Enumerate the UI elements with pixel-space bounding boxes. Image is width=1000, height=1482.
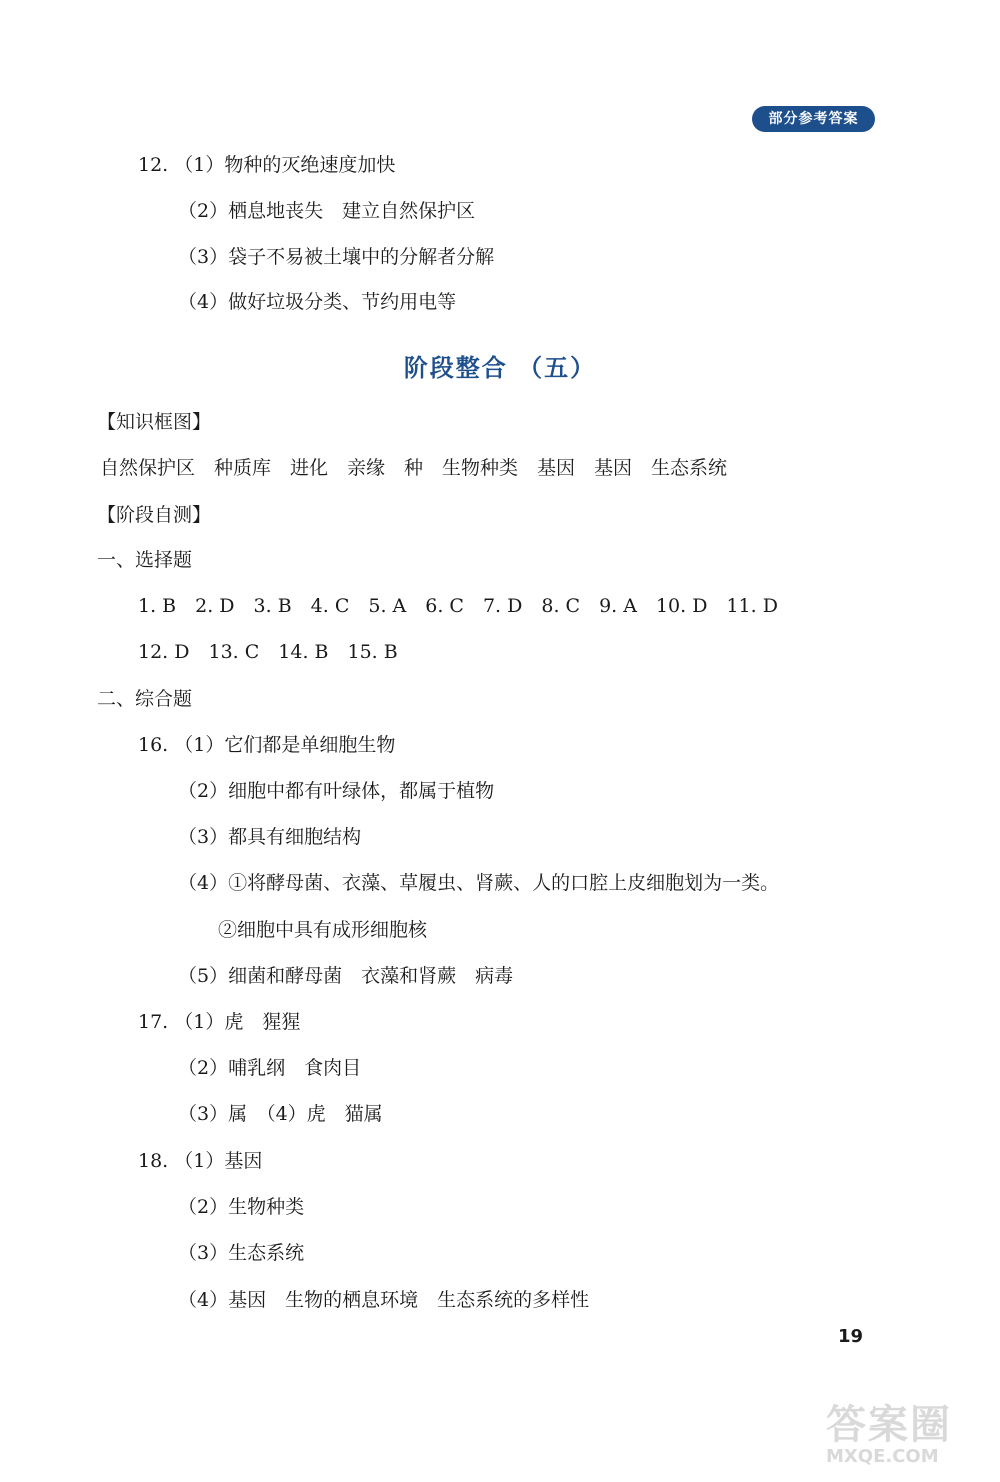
answer-18-3: （3）生态系统 <box>178 1242 305 1264</box>
section-badge: 部分参考答案 <box>752 106 875 132</box>
answer-18-1: 18. （1）基因 <box>138 1150 263 1172</box>
knowledge-frame-heading: 【知识框图】 <box>97 411 212 433</box>
page-number: 19 <box>838 1326 864 1347</box>
answer-16-2: （2）细胞中都有叶绿体，都属于植物 <box>178 780 495 802</box>
choice-answers-line2: 12. D 13. C 14. B 15. B <box>138 641 398 663</box>
choice-heading: 一、选择题 <box>97 549 193 571</box>
answer-12-4: （4）做好垃圾分类、节约用电等 <box>178 291 457 313</box>
section-title: 阶段整合 （五） <box>403 354 597 382</box>
answer-16-4a: （4）①将酵母菌、衣藻、草履虫、肾蕨、人的口腔上皮细胞划为一类。 <box>178 872 780 894</box>
answer-16-1: 16. （1）它们都是单细胞生物 <box>138 734 396 756</box>
answer-17-3: （3）属 （4）虎 猫属 <box>178 1103 383 1125</box>
knowledge-frame-answers: 自然保护区 种质库 进化 亲缘 种 生物种类 基因 基因 生态系统 <box>100 457 728 479</box>
answer-17-2: （2）哺乳纲 食肉目 <box>178 1057 362 1079</box>
self-test-heading: 【阶段自测】 <box>97 504 212 526</box>
answer-17-1: 17. （1）虎 猩猩 <box>138 1011 301 1033</box>
choice-answers-line1: 1. B 2. D 3. B 4. C 5. A 6. C 7. D 8. C 9. A 10. D 11. D <box>138 595 778 617</box>
answer-16-3: （3）都具有细胞结构 <box>178 826 362 848</box>
answer-12-3: （3）袋子不易被土壤中的分解者分解 <box>178 246 495 268</box>
watermark-chars: 答案圈 <box>826 1402 952 1448</box>
answer-18-4: （4）基因 生物的栖息环境 生态系统的多样性 <box>178 1289 590 1311</box>
watermark-logo <box>826 1393 994 1473</box>
answer-16-4b: ②细胞中具有成形细胞核 <box>218 919 428 941</box>
answer-12-1: 12. （1）物种的灭绝速度加快 <box>138 154 396 176</box>
answer-16-5: （5）细菌和酵母菌 衣藻和肾蕨 病毒 <box>178 965 514 987</box>
comprehensive-heading: 二、综合题 <box>97 688 193 710</box>
answer-12-2: （2）栖息地丧失 建立自然保护区 <box>178 200 476 222</box>
answer-18-2: （2）生物种类 <box>178 1196 305 1218</box>
watermark-url: MXQE.COM <box>826 1446 939 1467</box>
